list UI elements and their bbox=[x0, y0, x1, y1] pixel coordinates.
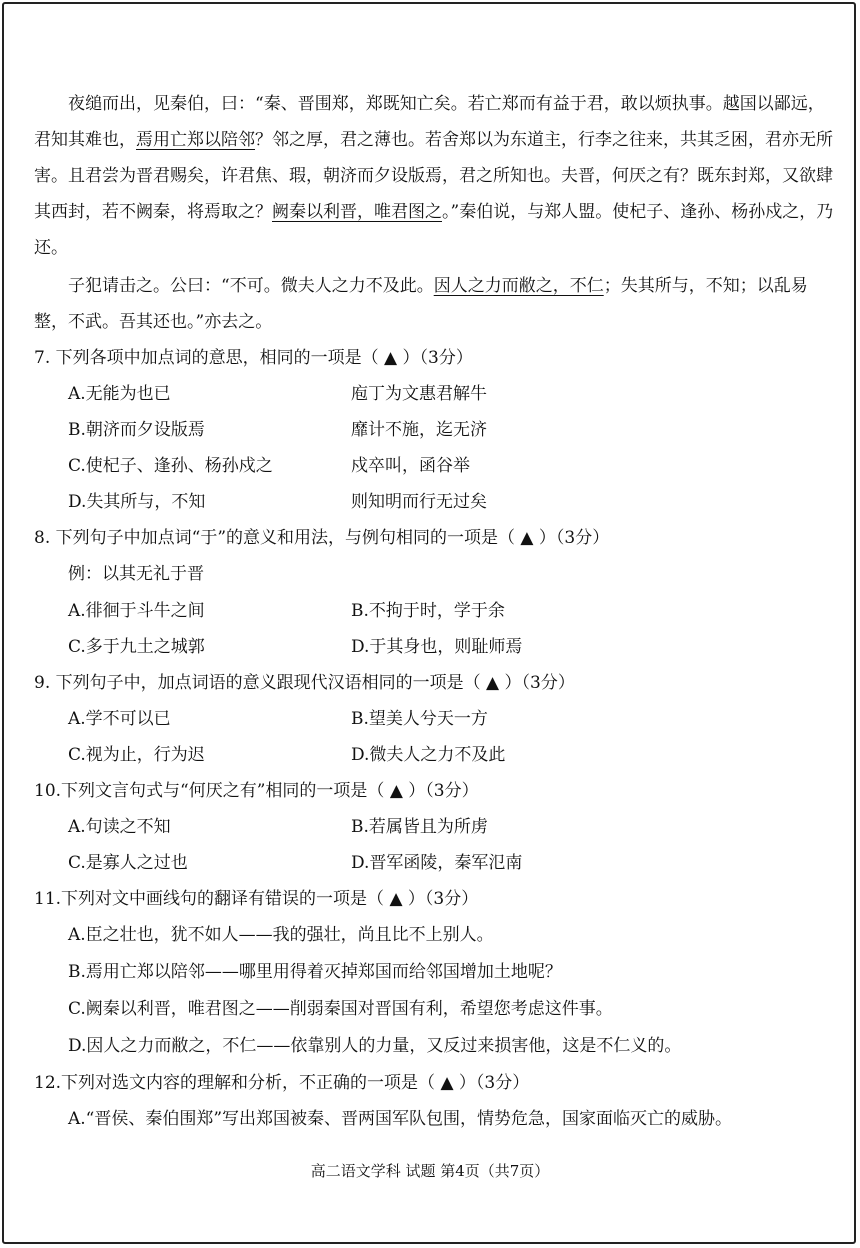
question-stem: 7. 下列各项中加点词的意思，相同的一项是（ ▲ ）（3分） bbox=[34, 348, 473, 368]
option-right: 则知明而行无过矣 bbox=[351, 492, 487, 512]
question-stem: 11.下列对文中画线句的翻译有错误的一项是（ ▲ ）（3分） bbox=[34, 889, 479, 909]
question-11 bbox=[34, 881, 834, 1065]
option-left: A.徘徊于斗牛之间 bbox=[68, 601, 205, 621]
question-stem: 12.下列对选文内容的理解和分析，不正确的一项是（ ▲ ）（3分） bbox=[34, 1073, 530, 1093]
passage-text: ？邻之厚，君之薄也。若舍郑以为东道主，行李之往来，共其乏困，君亦无所害。且君尝为晋君赐矣，许君焦、瑕，朝济而夕设版焉，君之所知也。夫晋，何厌之有？既东封郑，又欲肆其西封，若不阙秦，将焉取之？ bbox=[34, 130, 833, 222]
option: C.阙秦以利晋，唯君图之——削弱秦国对晋国有利，希望您考虑这件事。 bbox=[68, 999, 613, 1019]
option-left: A.学不可以已 bbox=[68, 709, 171, 729]
question-9 bbox=[34, 665, 834, 773]
option-right: B.望美人兮天一方 bbox=[351, 709, 488, 729]
option-right: 靡计不施，迄无济 bbox=[351, 420, 487, 440]
option-row bbox=[34, 412, 834, 448]
option: D.因人之力而敝之，不仁——依靠别人的力量，又反过来损害他，这是不仁义的。 bbox=[68, 1036, 682, 1056]
option-row bbox=[34, 845, 834, 881]
exam-page bbox=[34, 86, 834, 1138]
question-8 bbox=[34, 520, 834, 665]
question-stem: 8. 下列句子中加点词“于”的意义和用法，与例句相同的一项是（ ▲ ）（3分） bbox=[34, 528, 610, 548]
question-stem: 10.下列文言句式与“何厌之有”相同的一项是（ ▲ ）（3分） bbox=[34, 781, 479, 801]
option-right: B.若属皆且为所虏 bbox=[351, 817, 488, 837]
option-left: C.多于九土之城郭 bbox=[68, 637, 205, 657]
option: A.臣之壮也，犹不如人——我的强壮，尚且比不上别人。 bbox=[68, 925, 494, 945]
underlined-sentence: 焉用亡郑以陪邻 bbox=[136, 130, 255, 150]
question-7 bbox=[34, 340, 834, 520]
option-left: B.朝济而夕设版焉 bbox=[68, 420, 205, 440]
option-row bbox=[34, 629, 834, 665]
underlined-sentence: 阙秦以利晋，唯君图之 bbox=[272, 202, 442, 222]
example-sentence: 例：以其无礼于晋 bbox=[68, 564, 204, 584]
passage-text: 。”秦伯说，与郑人盟。使杞子、逢孙、杨孙戍之，乃还。 bbox=[34, 202, 834, 258]
question-10 bbox=[34, 773, 834, 881]
option-left: A.句读之不知 bbox=[68, 817, 171, 837]
option-row bbox=[34, 376, 834, 412]
question-12 bbox=[34, 1065, 834, 1138]
option: B.焉用亡郑以陪邻——哪里用得着灭掉郑国而给邻国增加土地呢？ bbox=[68, 962, 562, 982]
question-stem: 9. 下列句子中，加点词语的意义跟现代汉语相同的一项是（ ▲ ）（3分） bbox=[34, 673, 575, 693]
option-left: A.无能为也已 bbox=[68, 384, 171, 404]
passage-text: 夜缒而出，见秦伯，曰：“秦、晋围郑，郑既知亡矣。若亡郑而有益于君，敢以烦执事。越国以鄙远，君知其难也， bbox=[34, 94, 825, 150]
option-row bbox=[34, 737, 834, 773]
option-row bbox=[34, 809, 834, 845]
option-left: C.视为止，行为迟 bbox=[68, 745, 205, 765]
passage-paragraph-2 bbox=[34, 268, 834, 340]
option-right: 戍卒叫，函谷举 bbox=[351, 456, 470, 476]
option-right: 庖丁为文惠君解牛 bbox=[351, 384, 487, 404]
option: A.“晋侯、秦伯围郑”写出郑国被秦、晋两国军队包围，情势危急，国家面临灭亡的威胁。 bbox=[68, 1109, 733, 1129]
option-row bbox=[34, 448, 834, 484]
underlined-sentence: 因人之力而敝之，不仁 bbox=[433, 276, 604, 296]
option-right: D.晋军函陵，秦军氾南 bbox=[351, 853, 523, 873]
option-left: C.使杞子、逢孙、杨孙戍之 bbox=[68, 456, 273, 476]
option-row bbox=[34, 701, 834, 737]
passage-paragraph-1 bbox=[34, 86, 834, 266]
option-row bbox=[34, 484, 834, 520]
option-left: D.失其所与，不知 bbox=[68, 492, 206, 512]
passage-text: ；失其所与，不知；以乱易整，不武。吾其还也。”亦去之。 bbox=[34, 276, 808, 332]
option-right: D.于其身也，则耻师焉 bbox=[351, 637, 523, 657]
passage-text: 子犯请击之。公曰：“不可。微夫人之力不及此。 bbox=[68, 276, 434, 296]
option-right: D.微夫人之力不及此 bbox=[351, 745, 506, 765]
option-row bbox=[34, 593, 834, 629]
option-right: B.不拘于时，学于余 bbox=[351, 601, 505, 621]
option-left: C.是寡人之过也 bbox=[68, 853, 188, 873]
page-footer: 高二语文学科 试题 第4页（共7页） bbox=[310, 1162, 550, 1180]
